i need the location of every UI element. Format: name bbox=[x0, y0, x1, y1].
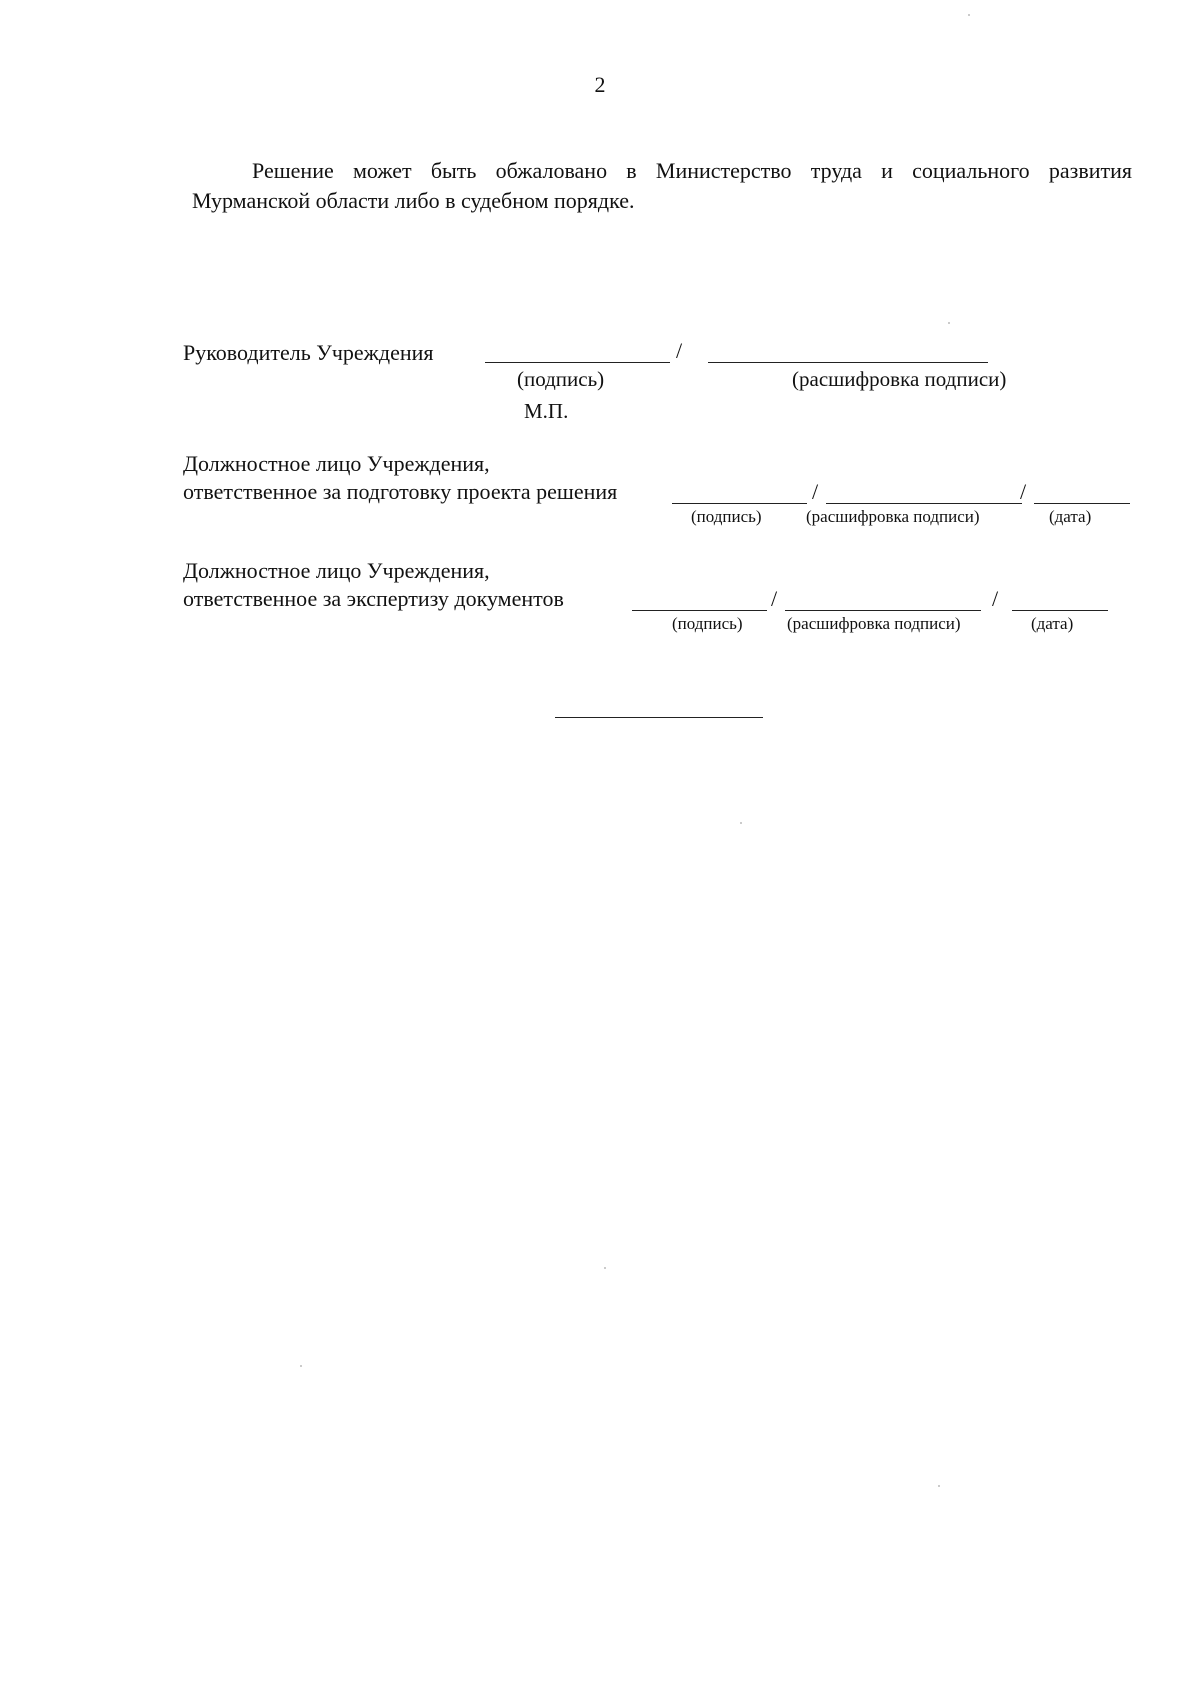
head-signature-line[interactable] bbox=[485, 362, 670, 363]
expert-separator-1: / bbox=[771, 586, 778, 611]
expert-separator-2: / bbox=[992, 586, 999, 611]
prep-signature-line[interactable] bbox=[672, 503, 807, 504]
appeal-paragraph: Решение может быть обжаловано в Министерство труда и социального развития Мурманской области либо в судебном порядке. bbox=[192, 158, 1132, 213]
closing-rule bbox=[555, 717, 763, 718]
expert-signature-caption: (подпись) bbox=[672, 614, 743, 633]
scan-speck bbox=[948, 322, 950, 324]
prep-role-line-1: Должностное лицо Учреждения, bbox=[183, 451, 490, 476]
prep-date-caption: (дата) bbox=[1049, 507, 1092, 526]
expert-role-line-1: Должностное лицо Учреждения, bbox=[183, 558, 490, 583]
head-decoding-line[interactable] bbox=[708, 362, 988, 363]
prep-date-line[interactable] bbox=[1034, 503, 1130, 504]
prep-separator-1: / bbox=[812, 479, 819, 504]
expert-decoding-line[interactable] bbox=[785, 610, 981, 611]
seal-label: М.П. bbox=[524, 399, 569, 423]
expert-signature-line[interactable] bbox=[632, 610, 767, 611]
page-number: 2 bbox=[594, 72, 606, 97]
expert-date-line[interactable] bbox=[1012, 610, 1108, 611]
head-signature-caption: (подпись) bbox=[517, 367, 605, 391]
expert-date-caption: (дата) bbox=[1031, 614, 1074, 633]
scan-speck bbox=[968, 14, 970, 16]
head-separator: / bbox=[676, 338, 683, 363]
head-role-label: Руководитель Учреждения bbox=[183, 340, 434, 365]
prep-role-line-2: ответственное за подготовку проекта решения bbox=[183, 479, 618, 504]
head-decoding-caption: (расшифровка подписи) bbox=[792, 367, 1007, 391]
scan-speck bbox=[938, 1485, 940, 1487]
scan-speck bbox=[740, 822, 742, 824]
prep-decoding-caption: (расшифровка подписи) bbox=[806, 507, 980, 526]
expert-decoding-caption: (расшифровка подписи) bbox=[787, 614, 961, 633]
scan-speck bbox=[604, 1267, 606, 1269]
prep-decoding-line[interactable] bbox=[826, 503, 1022, 504]
scan-speck bbox=[300, 1365, 302, 1367]
expert-role-line-2: ответственное за экспертизу документов bbox=[183, 586, 564, 611]
prep-signature-caption: (подпись) bbox=[691, 507, 762, 526]
prep-separator-2: / bbox=[1020, 479, 1027, 504]
